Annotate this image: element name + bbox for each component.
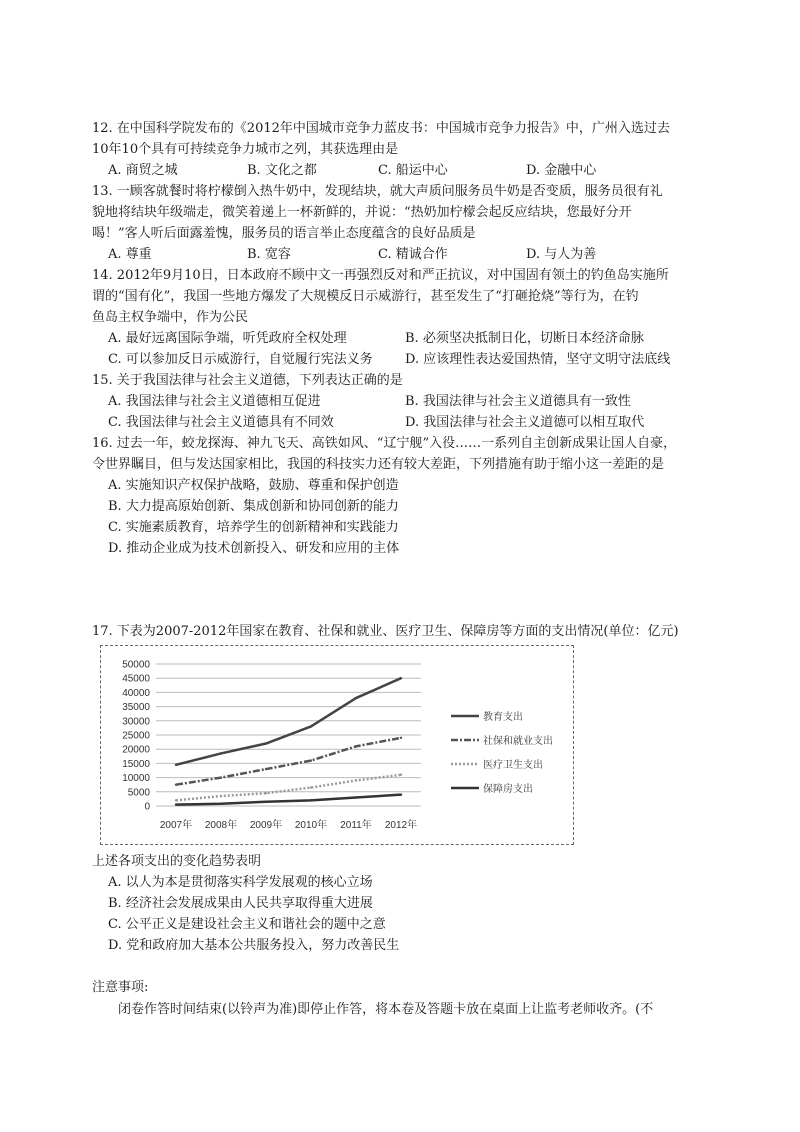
data-point	[310, 799, 312, 801]
y-tick-label: 0	[144, 801, 150, 813]
y-tick-label: 5000	[127, 787, 150, 799]
q14-stem-line3: 鱼岛主权争端中，作为公民	[92, 310, 249, 325]
x-tick-label: 2011年	[340, 820, 372, 831]
expenditure-line-chart	[100, 645, 574, 845]
x-tick-label: 2008年	[204, 820, 238, 831]
q17-option-a: A. 以人为本是贯彻落实科学发展观的核心立场	[108, 875, 373, 890]
data-point	[355, 697, 357, 699]
data-point	[220, 795, 222, 797]
y-tick-label: 10000	[122, 773, 150, 785]
q16-option-c: C. 实施素质教育，培养学生的创新精神和实践能力	[108, 520, 399, 535]
q12-stem-line2: 10年10个具有可持续竞争力城市之列，其获选理由是	[92, 142, 399, 157]
q13-option-d: D. 与人为善	[526, 247, 597, 262]
y-tick-label: 50000	[122, 659, 150, 671]
legend-label-1: 教育支出	[483, 712, 523, 723]
y-tick-label: 40000	[122, 687, 150, 699]
q16-stem-line2: 令世界瞩目，但与发达国家相比，我国的科技实力还有较大差距，下列措施有助于缩小这一差距的是	[92, 457, 665, 472]
q17-option-d: D. 党和政府加大基本公共服务投入，努力改善民生	[108, 938, 400, 953]
data-point	[400, 774, 402, 776]
data-point	[265, 768, 267, 770]
x-tick-label: 2010年	[294, 820, 328, 831]
data-point	[310, 759, 312, 761]
q15-option-b: B. 我国法律与社会主义道德具有一致性	[405, 394, 631, 409]
data-point	[310, 725, 312, 727]
q15-stem-line1: 15. 关于我国法律与社会主义道德，下列表达正确的是	[92, 373, 403, 388]
q17-option-c: C. 公平正义是建设社会主义和谐社会的题中之意	[108, 917, 386, 932]
data-point	[355, 779, 357, 781]
q16-stem-line1: 16. 过去一年，蛟龙探海、神九飞天、高铁如风、“辽宁舰”入役……一系列自主创新成果让国人自豪，	[92, 436, 677, 451]
data-point	[355, 796, 357, 798]
data-point	[220, 752, 222, 754]
data-point	[220, 803, 222, 805]
y-tick-label: 25000	[122, 730, 150, 742]
data-point	[265, 801, 267, 803]
data-point	[175, 784, 177, 786]
q15-option-c: C. 我国法律与社会主义道德具有不同效	[108, 415, 334, 430]
q15-option-d: D. 我国法律与社会主义道德可以相互取代	[405, 415, 645, 430]
q17-option-b: B. 经济社会发展成果由人民共享取得重大进展	[108, 896, 373, 911]
data-point	[220, 776, 222, 778]
q14-option-d: D. 应该理性表达爱国热情，坚守文明守法底线	[405, 352, 671, 367]
legend-label-4: 保障房支出	[483, 784, 533, 795]
q17-after-chart: 上述各项支出的变化趋势表明	[92, 854, 262, 869]
data-point	[310, 786, 312, 788]
q16-option-b: B. 大力提高原始创新、集成创新和协同创新的能力	[108, 499, 399, 514]
x-tick-label: 2009年	[249, 820, 283, 831]
notice-body: 闭卷作答时间结束(以铃声为准)即停止作答，将本卷及答题卡放在桌面上让监考老师收齐。(不	[118, 1002, 654, 1017]
data-point	[400, 677, 402, 679]
data-point	[175, 799, 177, 801]
y-tick-label: 45000	[122, 673, 150, 685]
series-line-1	[176, 678, 401, 765]
data-point	[175, 764, 177, 766]
q15-option-a: A. 我国法律与社会主义道德相互促进	[108, 394, 321, 409]
y-tick-label: 20000	[122, 744, 150, 756]
q13-stem-line2: 貌地将结块年级端走，微笑着递上一杯新鲜的，并说：“热奶加柠檬会起反应结块，您最好分开	[92, 205, 632, 220]
q14-option-c: C. 可以参加反日示威游行，自觉履行宪法义务	[108, 352, 373, 367]
q13-option-c: C. 精诚合作	[378, 247, 448, 262]
data-point	[355, 745, 357, 747]
data-point	[400, 793, 402, 795]
q12-stem-line1: 12. 在中国科学院发布的《2012年中国城市竞争力蓝皮书：中国城市竞争力报告》中，广州入选过去	[92, 121, 670, 136]
x-tick-label: 2007年	[159, 820, 193, 831]
q12-option-d: D. 金融中心	[526, 163, 597, 178]
q13-stem-line3: 喝！”客人听后面露羞愧，服务员的语言举止态度蕴含的良好品质是	[92, 226, 476, 241]
chart-svg	[101, 646, 573, 844]
notice-heading: 注意事项:	[92, 980, 149, 995]
data-point	[265, 742, 267, 744]
y-tick-label: 35000	[122, 702, 150, 714]
q12-option-c: C. 船运中心	[378, 163, 448, 178]
data-point	[265, 792, 267, 794]
q16-option-d: D. 推动企业成为技术创新投入、研发和应用的主体	[108, 541, 400, 556]
q13-option-b: B. 宽容	[247, 247, 291, 262]
q17-stem-line1: 17. 下表为2007-2012年国家在教育、社保和就业、医疗卫生、保障房等方面的支出情况(单位：亿元)	[92, 624, 679, 639]
q14-stem-line2: 谓的“国有化”，我国一些地方爆发了大规模反日示威游行，甚至发生了“打砸抢烧”等行为，在钓	[92, 289, 639, 304]
q14-stem-line1: 14. 2012年9月10日，日本政府不顾中文一再强烈反对和严正抗议，对中国固有领土的钓鱼岛实施所	[92, 268, 669, 283]
q13-stem-line1: 13. 一顾客就餐时将柠檬倒入热牛奶中，发现结块，就大声质问服务员牛奶是否变质，服务员很有礼	[92, 184, 663, 199]
data-point	[400, 737, 402, 739]
y-tick-label: 15000	[122, 758, 150, 770]
data-point	[175, 803, 177, 805]
q12-option-b: B. 文化之都	[247, 163, 317, 178]
q14-option-a: A. 最好远离国际争端，听凭政府全权处理	[108, 331, 347, 346]
y-tick-label: 30000	[122, 716, 150, 728]
q16-option-a: A. 实施知识产权保护战略，鼓励、尊重和保护创造	[108, 478, 399, 493]
q13-option-a: A. 尊重	[108, 247, 152, 262]
legend-label-2: 社保和就业支出	[483, 736, 553, 747]
x-tick-label: 2012年	[384, 820, 418, 831]
legend-label-3: 医疗卫生支出	[483, 760, 543, 771]
q14-option-b: B. 必须坚决抵制日化，切断日本经济命脉	[405, 331, 644, 346]
q12-option-a: A. 商贸之城	[108, 163, 178, 178]
